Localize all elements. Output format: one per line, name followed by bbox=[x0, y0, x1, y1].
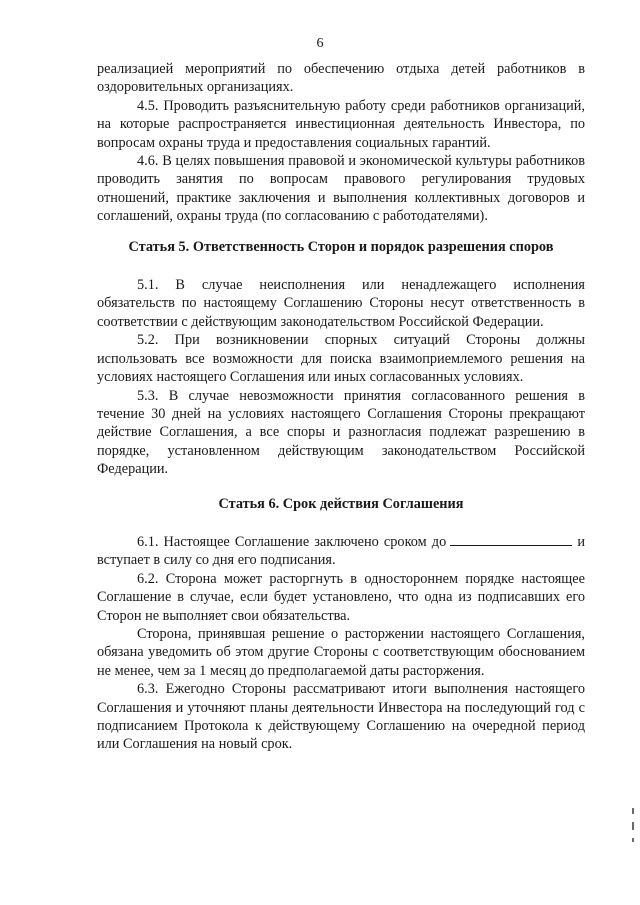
paragraph-4-6: 4.6. В целях повышения правовой и экономической культуры работников проводить занятия по вопросам правового регулирования трудовых отношений, практике заключения и выполнения коллективных договоров и соглашений, охраны труда (по согласованию с работодателями). bbox=[97, 153, 585, 225]
article-6-heading: Статья 6. Срок действия Соглашения bbox=[218, 495, 464, 512]
paragraph-6-2: 6.2. Сторона может расторгнуть в одностороннем порядке настоящее Соглашение в случае, если будет установлено, что одна из подписавших его Сторон не выполняет свои обязательства. bbox=[97, 570, 585, 624]
paragraph-6-1 bbox=[97, 533, 585, 570]
paragraph-6-1-start: 6.1. Настоящее Соглашение заключено сроком до bbox=[137, 533, 447, 550]
page-number: 6 bbox=[316, 36, 324, 51]
paragraph-6-1-end: и вступает в силу со дня его подписания. bbox=[97, 533, 585, 569]
article-5-heading: Статья 5. Ответственность Сторон и порядок разрешения споров bbox=[128, 238, 554, 255]
paragraph-5-2: 5.2. При возникновении спорных ситуаций Стороны должны использовать все возможности для поиска взаимоприемлемого решения на условиях настоящего Соглашения или иных согласованных условиях. bbox=[97, 332, 585, 386]
paragraph-5-3: 5.3. В случае невозможности принятия согласованного решения в течение 30 дней на условиях настоящего Соглашения Стороны прекращают действие Соглашения, а все споры и разногласия подлежат разрешению в порядке, установленном действующим законодательством Российской Федерации. bbox=[97, 387, 585, 478]
document-body bbox=[97, 60, 585, 754]
paragraph-termination-notice: Сторона, принявшая решение о расторжении настоящего Соглашения, обязана уведомить об этом другие Стороны с соответствующим обоснованием не менее, чем за 1 месяц до предполагаемой даты расторжения. bbox=[97, 625, 585, 679]
paragraph-5-1: 5.1. В случае неисполнения или ненадлежащего исполнения обязательств по настоящему Соглашению Стороны несут ответственность в соответствии с действующим законодательством Российской Федерации. bbox=[97, 277, 585, 330]
paragraph-continuation: реализацией мероприятий по обеспечению отдыха детей работников в оздоровительных организациях. bbox=[97, 61, 585, 96]
paragraph-6-3: 6.3. Ежегодно Стороны рассматривают итоги выполнения настоящего Соглашения и уточняют планы деятельности Инвестора на последующий год с подписанием Протокола к действующему Соглашению на очередной период или Соглашения на новый срок. bbox=[97, 681, 585, 753]
paragraph-4-5: 4.5. Проводить разъяснительную работу среди работников организаций, на которые распространяется инвестиционная деятельность Инвестора, по вопросам охраны труда и предоставления социальных гарантий. bbox=[97, 97, 585, 151]
scan-artifact bbox=[632, 822, 634, 830]
scan-artifact bbox=[632, 808, 634, 814]
term-blank-line bbox=[450, 533, 572, 546]
scan-artifact bbox=[632, 838, 634, 842]
